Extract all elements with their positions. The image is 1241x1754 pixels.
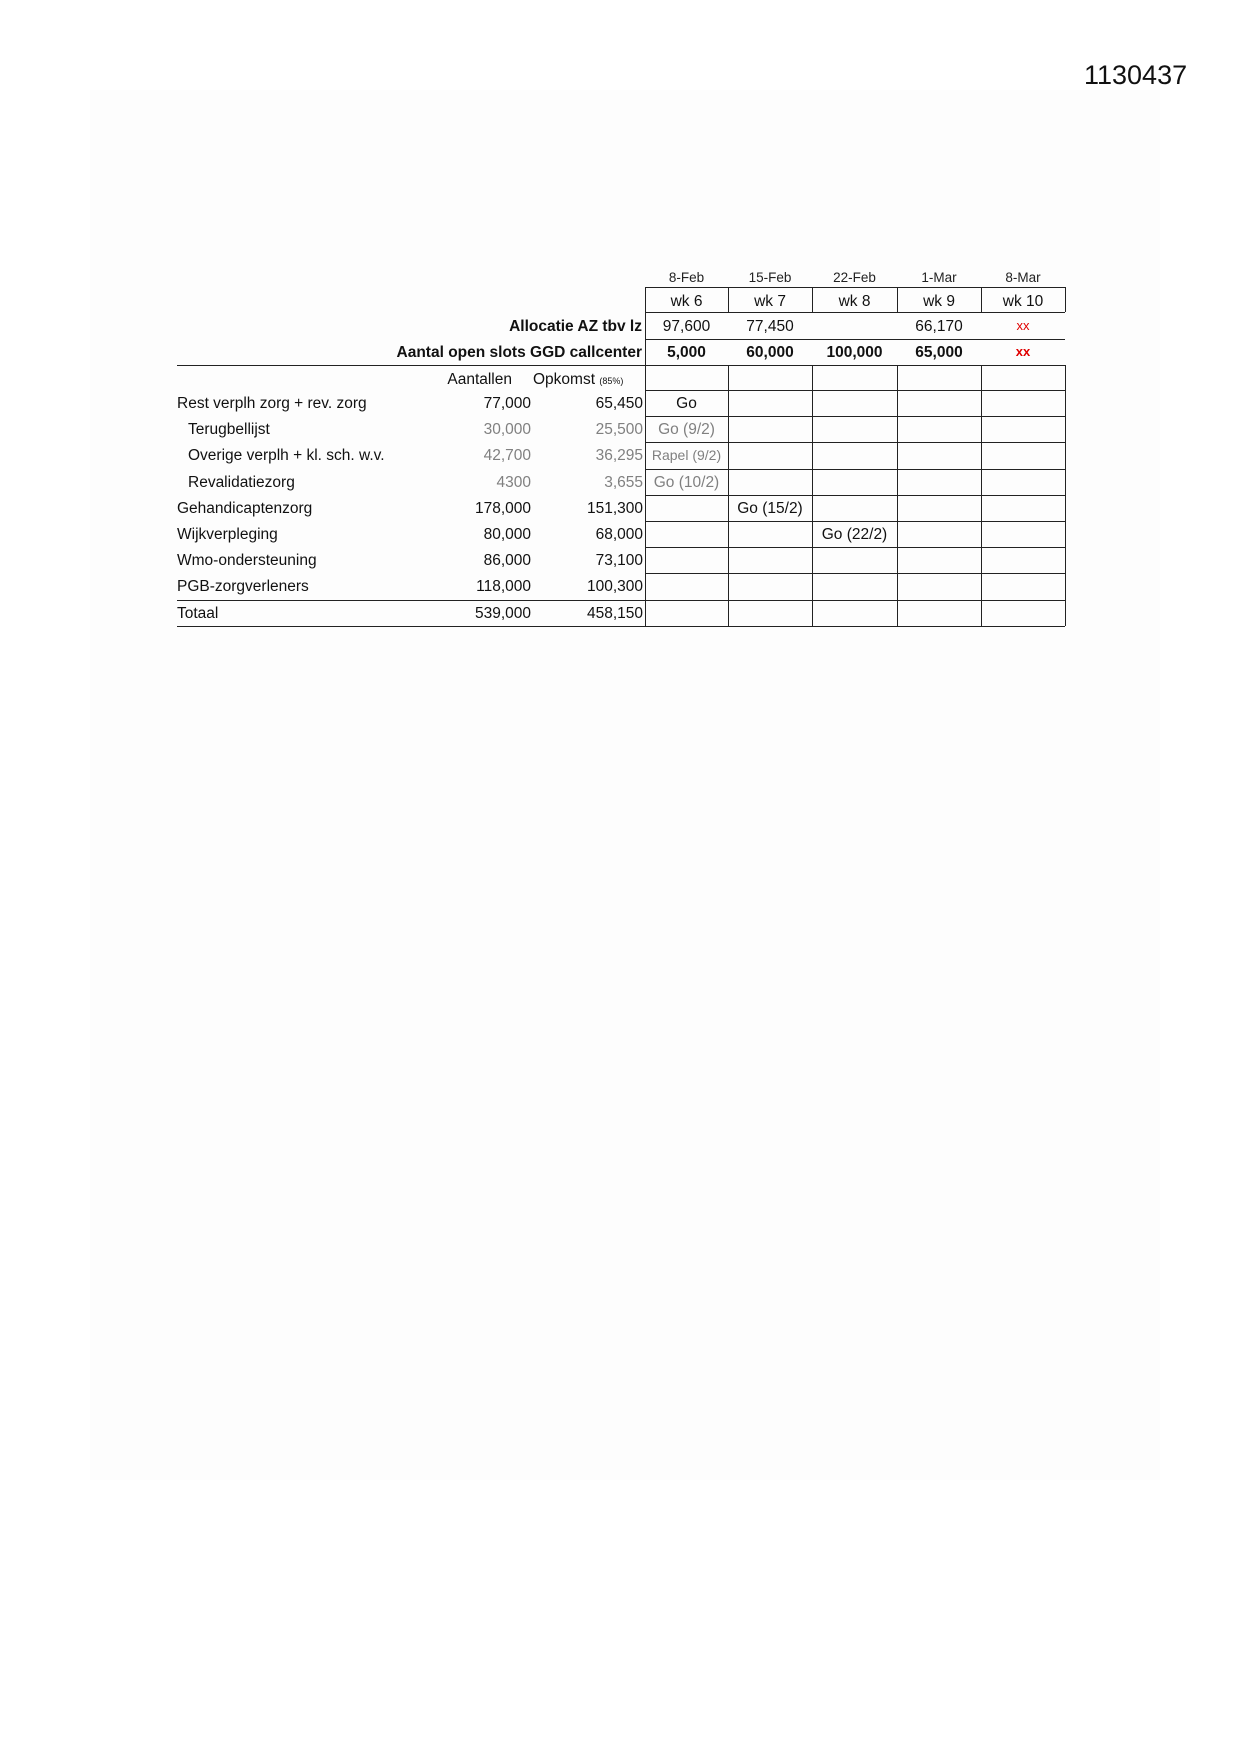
row-opkomst: 151,300 <box>586 499 643 517</box>
aantallen-header: Aantallen <box>447 371 512 388</box>
allocation-value: xx <box>1016 318 1030 333</box>
row-aantallen: 4300 <box>496 473 531 491</box>
column-week: wk 7 <box>754 293 786 310</box>
grid-line <box>177 626 645 627</box>
grid-line <box>645 390 1065 391</box>
open-slots-value: 60,000 <box>746 344 794 361</box>
grid-line <box>728 365 729 626</box>
grid-line <box>1065 365 1066 626</box>
allocation-value: 97,600 <box>662 318 711 335</box>
grid-line <box>645 442 1065 443</box>
row-label: Rest verplh zorg + rev. zorg <box>177 395 367 412</box>
column-date: 22-Feb <box>833 270 876 285</box>
grid-line <box>177 365 1065 366</box>
grid-line <box>645 287 1065 288</box>
row-label: PGB-zorgverleners <box>177 578 309 596</box>
grid-line <box>728 287 729 312</box>
row-aantallen: 30,000 <box>483 421 531 439</box>
row-aantallen: 178,000 <box>474 499 531 517</box>
open-slots-value: xx <box>1015 344 1031 359</box>
week-status-cell: Go <box>676 395 697 412</box>
row-aantallen: 42,700 <box>483 447 531 465</box>
opkomst-header <box>533 372 653 388</box>
row-label: Totaal <box>177 604 219 622</box>
row-aantallen: 539,000 <box>474 604 531 622</box>
column-week: wk 6 <box>670 293 703 310</box>
grid-line <box>897 365 898 626</box>
open-slots-value: 65,000 <box>915 344 963 361</box>
row-label: Wijkverpleging <box>177 526 278 543</box>
grid-line <box>812 287 813 312</box>
column-date: 8-Mar <box>1005 270 1041 285</box>
grid-line <box>645 287 646 312</box>
document-number: 1130437 <box>1084 60 1188 90</box>
grid-line <box>645 521 1065 522</box>
row-opkomst: 3,655 <box>604 473 643 491</box>
grid-line <box>645 312 646 365</box>
grid-line <box>645 626 1065 627</box>
allocation-label: Allocatie AZ tbv lz <box>509 318 642 335</box>
row-opkomst: 458,150 <box>586 604 643 622</box>
grid-line <box>645 339 1065 340</box>
column-week: wk 10 <box>1002 293 1044 310</box>
week-status-cell: Go (9/2) <box>658 421 715 439</box>
row-aantallen: 86,000 <box>483 552 531 570</box>
grid-line <box>981 365 982 626</box>
opkomst-label: Opkomst <box>533 371 596 388</box>
grid-line <box>645 469 1065 470</box>
row-opkomst: 100,300 <box>586 578 643 596</box>
row-label: Revalidatiezorg <box>188 473 295 491</box>
week-status-cell: Go (10/2) <box>653 473 720 491</box>
week-status-cell: Go (15/2) <box>737 499 803 517</box>
grid-line <box>177 600 1065 601</box>
grid-line <box>897 287 898 312</box>
column-week: wk 9 <box>923 293 955 310</box>
open-slots-value: 100,000 <box>826 344 883 361</box>
grid-line <box>645 495 1065 496</box>
week-status-cell: Rapel (9/2) <box>651 447 722 464</box>
open-slots-label: Aantal open slots GGD callcenter <box>396 344 642 361</box>
row-opkomst: 36,295 <box>595 447 643 465</box>
row-opkomst: 25,500 <box>595 421 643 439</box>
column-date: 1-Mar <box>921 270 957 285</box>
grid-line <box>645 573 1065 574</box>
row-opkomst: 73,100 <box>595 552 643 570</box>
row-label: Gehandicaptenzorg <box>177 499 313 517</box>
row-label: Overige verplh + kl. sch. w.v. <box>188 447 385 465</box>
row-aantallen: 77,000 <box>483 395 531 412</box>
row-aantallen: 80,000 <box>483 526 531 543</box>
open-slots-value: 5,000 <box>667 344 706 361</box>
column-week: wk 8 <box>838 293 871 310</box>
grid-line <box>645 416 1065 417</box>
column-date: 8-Feb <box>668 270 705 285</box>
row-opkomst: 68,000 <box>595 526 643 543</box>
row-label: Wmo-ondersteuning <box>177 552 317 570</box>
allocation-value: 66,170 <box>915 318 963 335</box>
opkomst-note: (85%) <box>599 376 624 386</box>
row-opkomst: 65,450 <box>595 395 643 412</box>
grid-line <box>812 365 813 626</box>
grid-line <box>645 547 1065 548</box>
row-label: Terugbellijst <box>188 421 270 439</box>
grid-line <box>981 287 982 312</box>
grid-line <box>645 312 1065 313</box>
column-date: 15-Feb <box>748 270 792 285</box>
grid-line <box>1065 287 1066 312</box>
week-status-cell: Go (22/2) <box>821 526 888 543</box>
grid-line <box>645 365 646 626</box>
allocation-value: 77,450 <box>746 318 794 335</box>
row-aantallen: 118,000 <box>476 578 531 596</box>
